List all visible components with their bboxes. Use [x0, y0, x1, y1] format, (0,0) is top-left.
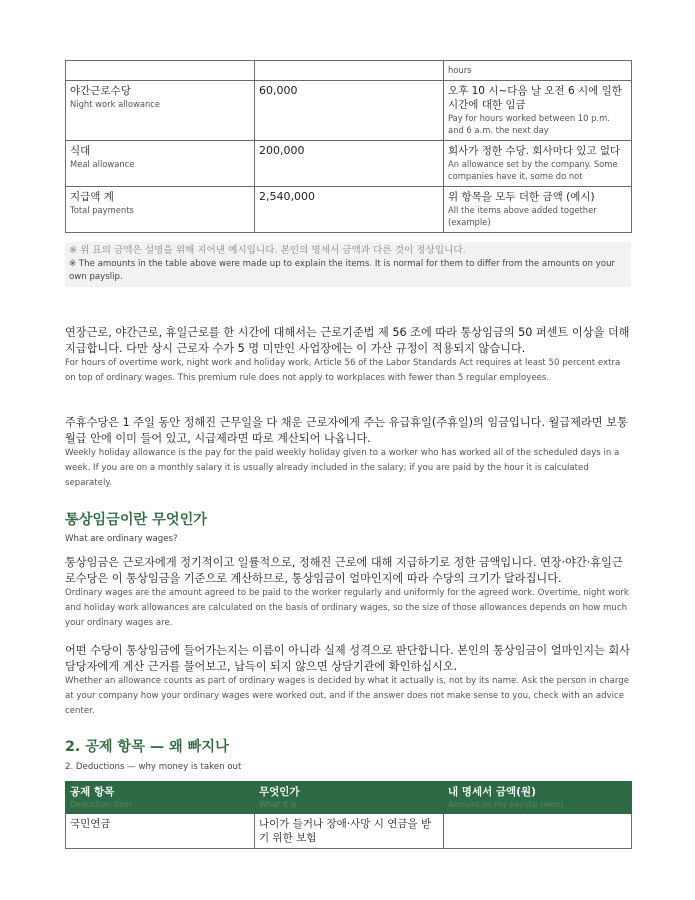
- deduction-table: [65, 781, 632, 849]
- allowance-amount-cell: [255, 187, 444, 233]
- allowance-desc-cell: [444, 141, 632, 187]
- allowance-desc-ko: 오후 10 시~다음 날 오전 6 시에 일한 시간에 대한 임금: [448, 85, 622, 111]
- allowance-name-cell: [66, 187, 255, 233]
- deduction-desc: 나이가 들거나 장애·사망 시 연금을 받기 위한 보험: [259, 818, 432, 844]
- allowance-desc-cell: [444, 81, 632, 141]
- deduction-header-item: [66, 782, 255, 814]
- allowance-desc-en: An allowance set by the company. Some companies have it, some do not: [448, 159, 618, 181]
- header-en: Deduction item: [70, 800, 132, 809]
- allowance-name-en: Night work allowance: [70, 99, 161, 109]
- allowance-amount-cell: [255, 81, 444, 141]
- weekly-ko: 주휴수당은 1 주일 동안 정해진 근무일을 다 채운 근로자에게 주는 유급휴일(주휴일)의 임금입니다. 월급제라면 보통 월급 안에 이미 들어 있고, 시급제라면 따로 계산되어 나옵니다.: [65, 416, 628, 445]
- overtime-paragraph: [65, 325, 631, 386]
- table-row: [66, 814, 632, 849]
- heading-deductions-en: 2. Deductions — why money is taken out: [65, 762, 242, 772]
- allowance-amount: 200,000: [259, 144, 305, 157]
- allowance-name-en: Total payments: [70, 205, 134, 215]
- allowance-amount-cell: [255, 141, 444, 187]
- deduction-header-amount: [444, 782, 632, 814]
- deduction-item: 국민연금: [70, 818, 111, 830]
- heading-ordinary-wages-en: What are ordinary wages?: [65, 534, 178, 544]
- ordinary-check-ko: 어떤 수당이 통상임금에 들어가는지는 이름이 아니라 실제 성격으로 판단합니다. 본인의 통상임금이 얼마인지는 회사 담당자에게 계산 근거를 물어보고, 납득이 되지 않으면 상담기관에 확인하십시오.: [65, 644, 630, 673]
- fragment-text: hours: [448, 65, 472, 75]
- allowance-desc-en: Pay for hours worked between 10 p.m. and 6 a.m. the next day: [448, 113, 610, 135]
- allowance-desc-ko: 위 항목을 모두 더한 금액 (예시): [448, 191, 595, 203]
- table-row: [66, 61, 632, 81]
- allowance-table-wrapper: [65, 60, 631, 233]
- example-note: [65, 242, 631, 287]
- overtime-ko: 연장근로, 야간근로, 휴일근로를 한 시간에 대해서는 근로기준법 제 56 조에 따라 통상임금의 50 퍼센트 이상을 더해 지급합니다. 다만 상시 근로자 수가 5 명 미만인 사업장에는 이 가산 규정이 적용되지 않습니다.: [65, 326, 630, 355]
- heading-deductions: 2. 공제 항목 — 왜 빠지나: [65, 739, 229, 755]
- allowance-desc-en: All the items above added together (example): [448, 205, 597, 227]
- table-cell-fragment: [444, 61, 632, 81]
- table-cell-empty: [255, 61, 444, 81]
- deduction-header-row: [66, 782, 632, 814]
- allowance-amount: 60,000: [259, 84, 298, 97]
- weekly-en: Weekly holiday allowance is the pay for the paid weekly holiday given to a worker who has worked all of the scheduled days in a week. If you are on a monthly salary it is usually already included in the salary; if you are paid by the hour it is calculated separately.: [65, 448, 620, 489]
- header-ko: 공제 항목: [70, 786, 115, 798]
- table-cell-empty: [66, 61, 255, 81]
- allowance-name-cell: [66, 141, 255, 187]
- header-ko: 내 명세서 금액(원): [448, 786, 536, 798]
- header-en: Amount on my payslip (won): [448, 800, 564, 809]
- heading-ordinary-wages: 통상임금이란 무엇인가: [65, 512, 207, 528]
- allowance-desc-cell: [444, 187, 632, 233]
- allowance-name-ko: 지급액 계: [70, 191, 114, 203]
- table-row: [66, 187, 632, 233]
- table-row: [66, 141, 632, 187]
- note-ko: ※ 위 표의 금액은 설명을 위해 지어낸 예시입니다. 본인의 명세서 금액과 다른 것이 정상입니다.: [69, 245, 466, 256]
- allowance-name-ko: 식대: [70, 145, 91, 157]
- deduction-item-cell: [66, 814, 255, 849]
- allowance-name-cell: [66, 81, 255, 141]
- ordinary-definition-ko: 통상임금은 근로자에게 정기적이고 일률적으로, 정해진 근로에 대해 지급하기로 정한 금액입니다. 연장·야간·휴일근로수당은 이 통상임금을 기준으로 계산하므로, 통상임금이 얼마인지에 따라 수당의 크기가 달라집니다.: [65, 556, 623, 585]
- note-en: ※ The amounts in the table above were made up to explain the items. It is normal for them to differ from the amounts on your own payslip.: [69, 259, 616, 282]
- ordinary-check-paragraph: [65, 643, 631, 719]
- table-row: [66, 81, 632, 141]
- weekly-holiday-paragraph: [65, 415, 631, 491]
- allowance-table: [65, 60, 632, 233]
- overtime-en: For hours of overtime work, night work and holiday work, Article 56 of the Labor Standards Act requires at least 50 percent extra on top of ordinary wages. This premium rule does not apply to workplaces with fewer than 5 regular employees.: [65, 358, 621, 384]
- allowance-name-ko: 야간근로수당: [70, 85, 131, 97]
- deduction-desc-cell: [255, 814, 444, 849]
- deduction-header-what: [255, 782, 444, 814]
- ordinary-definition-en: Ordinary wages are the amount agreed to be paid to the worker regularly and uniformly for the agreed work. Overtime, night work and holiday work allowances are calculated on the basis of ordinary wages, so the size of those allowances depends on how much your ordinary wages are.: [65, 588, 629, 629]
- ordinary-definition-paragraph: [65, 555, 631, 631]
- deduction-amount-cell: [444, 814, 632, 849]
- allowance-desc-ko: 회사가 정한 수당. 회사마다 있고 없다: [448, 145, 621, 157]
- allowance-amount: 2,540,000: [259, 190, 315, 203]
- header-ko: 무엇인가: [259, 786, 300, 798]
- header-en: What it is: [259, 800, 297, 809]
- ordinary-check-en: Whether an allowance counts as part of ordinary wages is decided by what it actually is, not by its name. Ask the person in charge at your company how your ordinary wages were worked out, and if the answer does not make sense to you, check with an advice center.: [65, 676, 629, 717]
- allowance-name-en: Meal allowance: [70, 159, 135, 169]
